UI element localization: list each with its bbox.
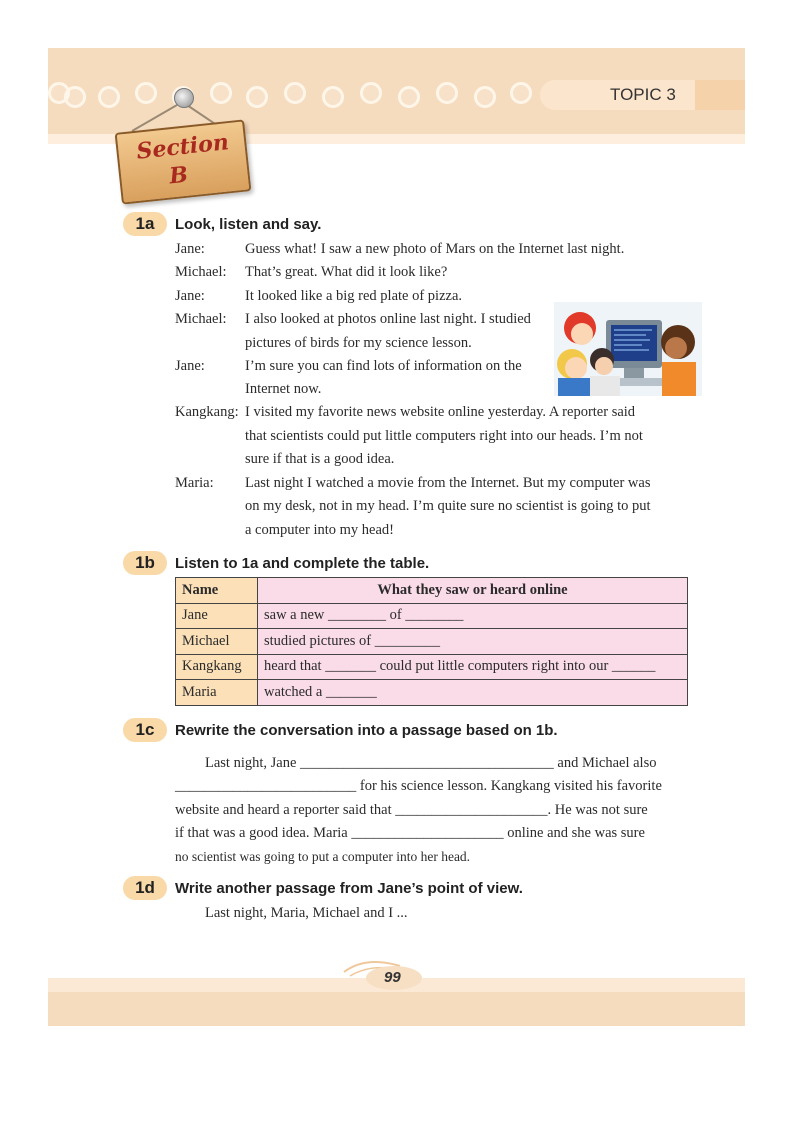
dialogue-line: I also looked at photos online last night. I studied [245,311,531,327]
table-header-cell: Name [176,578,258,604]
table-cell: Kangkang [176,654,258,680]
dialogue-line: sure if that is a good idea. [245,451,395,467]
pin-icon [174,88,194,108]
dialogue-line: That’s great. What did it look like? [245,264,448,280]
heading-1a: Look, listen and say. [175,216,322,233]
tag-1c: 1c [123,718,167,742]
answer-table [175,577,688,706]
dialogue-line: Guess what! I saw a new photo of Mars on the Internet last night. [245,241,625,257]
dialogue-line: I’m sure you can find lots of information on the [245,358,522,374]
table-row [176,680,688,706]
speaker: Jane: [175,358,205,374]
dialogue-line: It looked like a big red plate of pizza. [245,288,463,304]
table-cell: saw a new ________ of ________ [258,603,688,629]
section-letter: B [168,161,190,190]
table-cell: Maria [176,680,258,706]
page-number: 99 [384,969,401,986]
passage-line: website and heard a reporter said that _____________________. He was not sure [175,802,648,818]
heading-1d: Write another passage from Jane’s point of view. [175,880,523,897]
heading-1c: Rewrite the conversation into a passage based on 1b. [175,722,558,739]
table-row [176,629,688,655]
section-word: Section [135,129,230,165]
tag-1d: 1d [123,876,167,900]
table-header-row [176,578,688,604]
topic-tab [695,80,745,110]
speaker: Jane: [175,241,205,257]
heading-1b: Listen to 1a and complete the table. [175,555,430,572]
passage-line: Last night, Jane ___________________________________ and Michael also [205,755,657,771]
decorative-rings [48,82,548,106]
topic-label: TOPIC 3 [610,85,676,104]
passage-line: Last night, Maria, Michael and I ... [205,905,408,921]
kids-computer-illustration [554,302,702,396]
dialogue-line: Internet now. [245,381,322,397]
section-sign [115,119,252,204]
dialogue-line: a computer into my head! [245,522,394,538]
dialogue-line: Last night I watched a movie from the Internet. But my computer was [245,475,651,491]
table-cell: Michael [176,629,258,655]
table-row [176,654,688,680]
table-cell: Jane [176,603,258,629]
passage-line: no scientist was going to put a computer into her head. [175,849,471,864]
table-cell: heard that _______ could put little computers right into our ______ [258,654,688,680]
table-cell: watched a _______ [258,680,688,706]
speaker: Michael: [175,311,227,327]
passage-line: if that was a good idea. Maria _____________________ online and she was sure [175,825,645,841]
speaker: Michael: [175,264,227,280]
tag-1a: 1a [123,212,167,236]
speaker: Kangkang: [175,404,239,420]
tag-1b: 1b [123,551,167,575]
table-header-cell: What they saw or heard online [258,578,688,604]
dialogue-line: on my desk, not in my head. I’m quite sure no scientist is going to put [245,498,651,514]
passage-line: _________________________ for his science lesson. Kangkang visited his favorite [175,778,662,794]
table-row [176,603,688,629]
speaker: Maria: [175,475,214,491]
dialogue-line: that scientists could put little computers right into our heads. I’m not [245,428,643,444]
speaker: Jane: [175,288,205,304]
dialogue-line: I visited my favorite news website online yesterday. A reporter said [245,404,636,420]
dialogue-line: pictures of birds for my science lesson. [245,335,472,351]
table-cell: studied pictures of _________ [258,629,688,655]
